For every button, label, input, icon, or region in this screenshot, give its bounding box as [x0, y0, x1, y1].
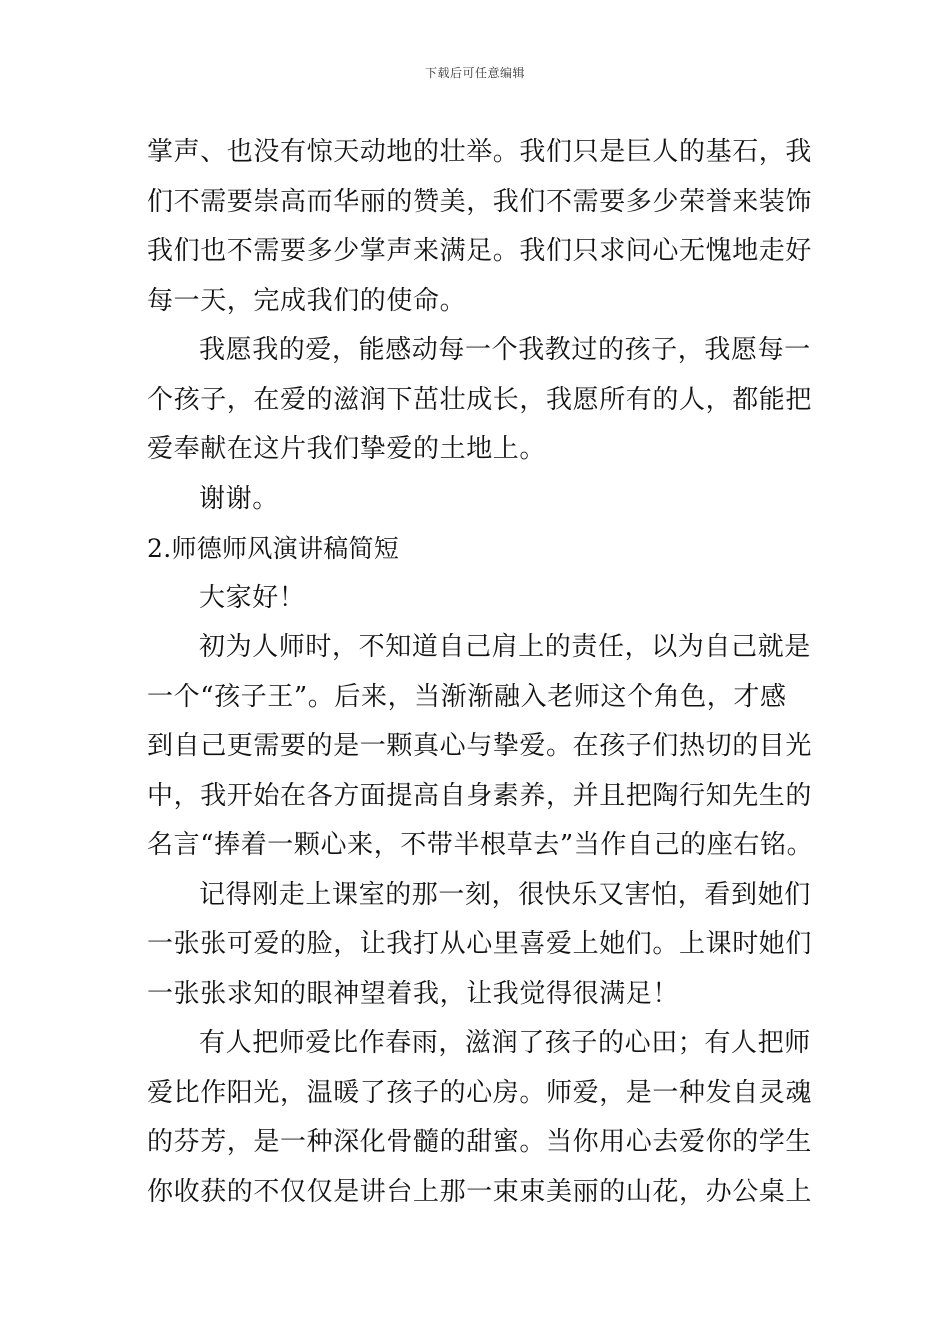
text-line: 我愿我的爱，能感动每一个我教过的孩子，我愿每一: [199, 335, 811, 365]
text-line: 爱比作阳光，温暖了孩子的心房。师爱，是一种发自灵魂: [147, 1077, 813, 1108]
page-header-note: 下载后可任意编辑: [424, 66, 525, 80]
text-line: 有人把师爱比作春雨，滋润了孩子的心田；有人把师: [199, 1028, 811, 1058]
text-line: 一张张可爱的脸，让我打从心里喜爱上她们。上课时她们: [147, 929, 813, 959]
text-line: 我们也不需要多少掌声来满足。我们只求问心无愧地走好: [147, 236, 813, 266]
text-line: 掌声、也没有惊天动地的壮举。我们只是巨人的基石，我: [147, 137, 813, 167]
text-line: 记得刚走上课室的那一刻，很快乐又害怕，看到她们: [199, 879, 811, 910]
text-line: 中，我开始在各方面提高自身素养，并且把陶行知先生的: [147, 780, 813, 811]
text-line: 到自己更需要的是一颗真心与挚爱。在孩子们热切的目光: [147, 731, 813, 761]
text-line: 们不需要崇高而华丽的赞美，我们不需要多少荣誉来装饰: [147, 186, 813, 217]
text-line: 名言“捧着一颗心来，不带半根草去”当作自己的座右铭。: [147, 830, 814, 860]
text-line: 大家好！: [199, 582, 306, 613]
text-line: 一个“孩子王”。后来，当渐渐融入老师这个角色，才感: [147, 681, 787, 712]
document-body: [147, 128, 812, 1217]
text-line: 的芬芳，是一种深化骨髓的甜蜜。当你用心去爱你的学生: [147, 1127, 813, 1157]
text-line: 个孩子，在爱的滋润下茁壮成长，我愿所有的人，都能把: [147, 384, 813, 415]
text-line: 爱奉献在这片我们挚爱的土地上。: [147, 434, 547, 464]
text-line: 一张张求知的眼神望着我，让我觉得很满足！: [147, 978, 680, 1009]
text-line: 你收获的不仅仅是讲台上那一束束美丽的山花，办公桌上: [147, 1176, 813, 1207]
section-heading: 2.师德师风演讲稿简短: [147, 534, 400, 563]
text-line: 谢谢。: [199, 483, 279, 514]
text-line: 每一天，完成我们的使命。: [147, 285, 467, 316]
text-line: 初为人师时，不知道自己肩上的责任，以为自己就是: [199, 632, 811, 662]
